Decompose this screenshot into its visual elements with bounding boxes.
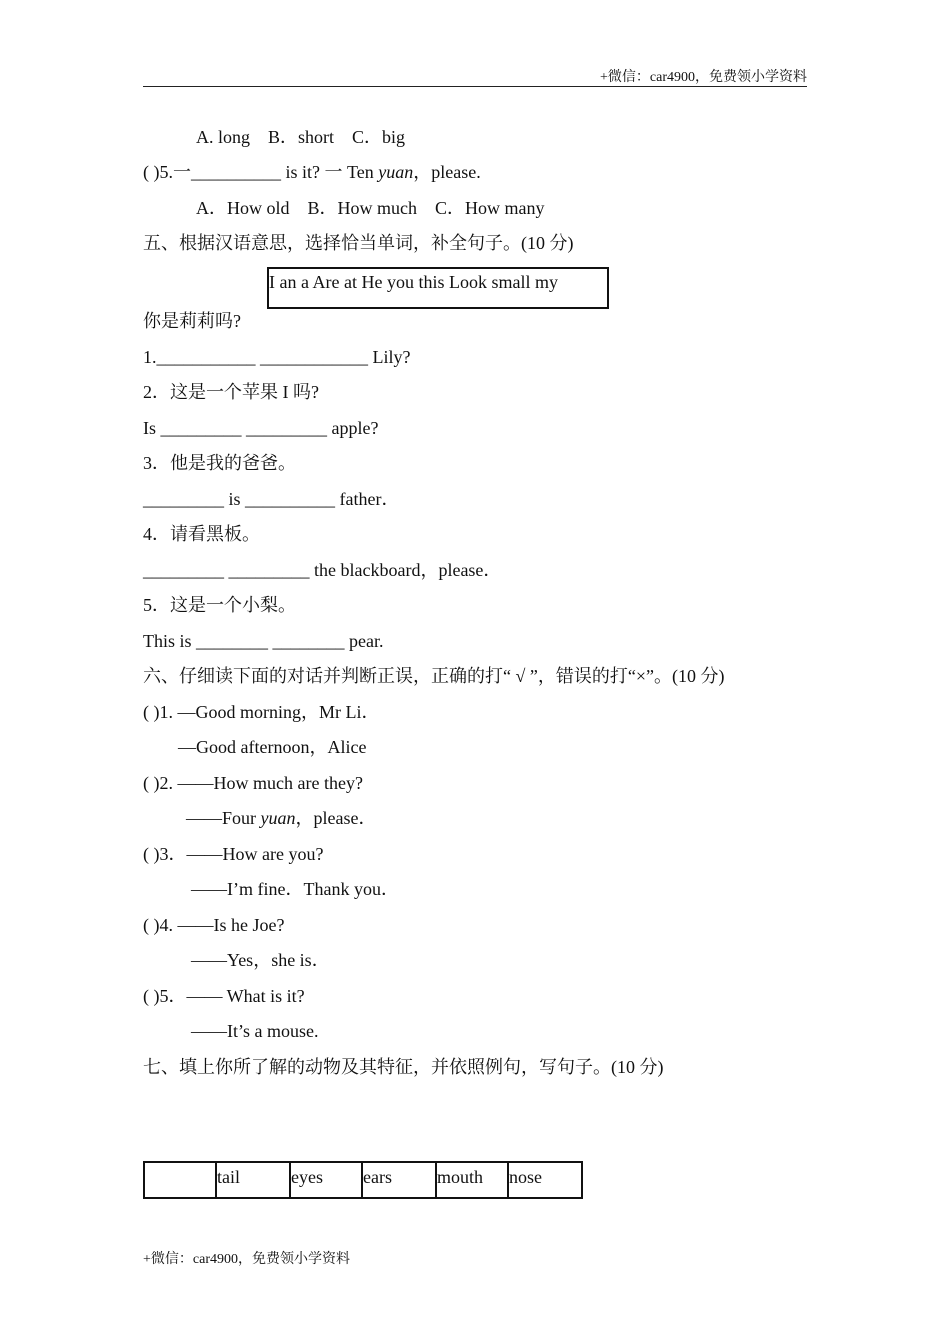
section7-title: 七、填上你所了解的动物及其特征，并依照例句，写句子。(10 分) (143, 1057, 664, 1077)
s5-item4-cn: 4．请看黑板。 (143, 524, 260, 544)
word-box-text: I an a Are at He you this Look small my (269, 272, 558, 292)
s6-q4: ( )4. ——Is he Joe? (143, 915, 285, 935)
s6-q5: ( )5．—— What is it? (143, 986, 305, 1006)
s6-a2-prefix: ——Four (186, 808, 261, 828)
table-cell-tail: tail (216, 1162, 290, 1198)
s5-item1-cn: 你是莉莉吗? (143, 311, 241, 331)
section5-title: 五、根据汉语意思，选择恰当单词，补全句子。(10 分) (143, 233, 574, 253)
s5-item2-cn: 2．这是一个苹果 I 吗? (143, 382, 319, 402)
q5-line (143, 161, 481, 183)
s6-a1: —Good afternoon，Alice (178, 737, 367, 757)
table-row (144, 1162, 582, 1198)
section6-title: 六、仔细读下面的对话并判断正误，正确的打“ √ ”，错误的打“×”。(10 分) (143, 666, 725, 686)
s6-a2 (186, 807, 377, 829)
page-header (143, 66, 807, 87)
s5-item3-en: _________ is __________ father． (143, 489, 400, 509)
table-cell-mouth: mouth (436, 1162, 508, 1198)
word-box (267, 267, 609, 309)
page-footer: +微信：car4900，免费领小学资料 (143, 1252, 350, 1267)
q5-options: A．How old B．How much C．How many (196, 198, 545, 218)
table-cell-eyes: eyes (290, 1162, 362, 1198)
q5-italic: yuan (378, 162, 414, 182)
header-text: +微信：car4900，免费领小学资料 (600, 70, 807, 85)
s6-q1: ( )1. —Good morning，Mr Li． (143, 702, 380, 722)
s5-item1-en: 1.___________ ____________ Lily? (143, 347, 411, 367)
s5-item2-en: Is _________ _________ apple? (143, 418, 379, 438)
s5-item5-cn: 5．这是一个小梨。 (143, 595, 296, 615)
s5-item5-en: This is ________ ________ pear. (143, 631, 384, 651)
s6-a2-suffix: ，please． (295, 808, 377, 828)
s6-a2-italic: yuan (260, 808, 296, 828)
animal-features-table (143, 1161, 583, 1199)
s5-item4-en: _________ _________ the blackboard，please． (143, 560, 502, 580)
s6-q3: ( )3．——How are you? (143, 844, 324, 864)
q5-suffix: ，please. (413, 162, 481, 182)
s6-a3: ——I’m fine．Thank you． (191, 879, 399, 899)
q5-prefix: ( )5.一__________ is it? 一 Ten (143, 162, 379, 182)
table-cell-nose: nose (508, 1162, 582, 1198)
s6-a4: ——Yes，she is． (191, 950, 330, 970)
q4-options: A. long B．short C．big (196, 127, 406, 147)
table-cell-blank (144, 1162, 216, 1198)
s6-a5: ——It’s a mouse. (191, 1021, 319, 1041)
s6-q2: ( )2. ——How much are they? (143, 773, 363, 793)
s5-item3-cn: 3．他是我的爸爸。 (143, 453, 296, 473)
table-cell-ears: ears (362, 1162, 436, 1198)
